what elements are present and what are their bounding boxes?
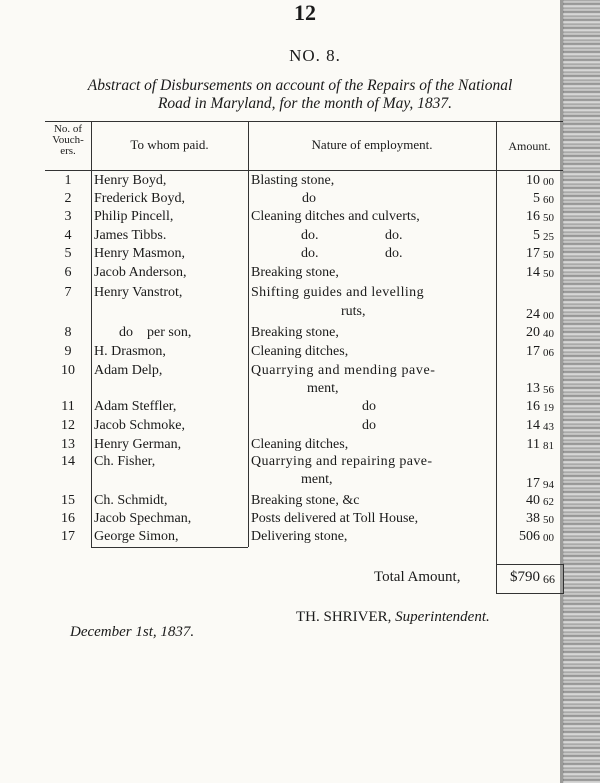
table-row: 8 do per son, Breaking stone, 20 40 (64, 325, 554, 340)
table-row: 12 Jacob Schmoke, do 14 43 (61, 418, 554, 433)
table-row: 1 Henry Boyd, Blasting stone, 10 00 (64, 173, 554, 188)
table-row: 11 Adam Steffler, do 16 19 (61, 399, 554, 414)
table-row: 14 Ch. Fisher, Quarrying and repairing pave- (61, 454, 433, 469)
table-row: 9 H. Drasmon, Cleaning ditches, 17 06 (64, 344, 554, 359)
signer-name: TH. SHRIVER, (296, 609, 392, 625)
total-cents: 66 (543, 572, 555, 586)
signature-line (296, 609, 490, 626)
table-row: 4 James Tibbs. do. do. 5 25 (64, 228, 554, 243)
header-bottom-rule (45, 170, 563, 171)
table-row-amount: 17 94 (526, 476, 554, 491)
document-title-line-2: Road in Maryland, for the month of May, 1837. (157, 95, 453, 112)
last-row-rule (91, 547, 248, 548)
table-top-rule (45, 121, 563, 122)
document-date: December 1st, 1837. (70, 624, 195, 640)
table-row: 7 Henry Vanstrot, Shifting guides and levelling (64, 285, 424, 300)
table-row: 17 George Simon, Delivering stone, 506 00 (61, 529, 554, 544)
table-row: 3 Philip Pincell, Cleaning ditches and culverts, 16 50 (64, 209, 554, 224)
table-row-amount: 13 56 (526, 381, 554, 396)
table-row: 2 Frederick Boyd, do 5 60 (64, 191, 554, 206)
header-voucher-no: No. of Vouch- ers. (52, 123, 84, 157)
header-nature: Nature of employment. (311, 137, 433, 152)
table-row: 5 Henry Masmon, do. do. 17 50 (64, 246, 554, 261)
table-row: 6 Jacob Anderson, Breaking stone, 14 50 (64, 265, 554, 280)
table-row-continuation: ment, (307, 381, 339, 396)
header-amount: Amount. (508, 139, 551, 153)
table-row: 16 Jacob Spechman, Posts delivered at Toll House, 38 50 (61, 511, 554, 526)
page-number: 12 (294, 0, 316, 25)
table-row-continuation: ruts, (341, 304, 366, 319)
table-row: 13 Henry German, Cleaning ditches, 11 81 (61, 437, 554, 452)
signer-role: Superintendent. (395, 609, 490, 625)
table-row: 10 Adam Delp, Quarrying and mending pave- (61, 363, 436, 378)
document-title-line-1: Abstract of Disbursements on account of the Repairs of the National (87, 77, 513, 94)
total-label: Total Amount, (374, 569, 461, 585)
header-paid-to: To whom paid. (130, 137, 209, 152)
document-number: NO. 8. (289, 46, 341, 65)
table-row-amount: 24 00 (526, 307, 554, 322)
table-row: 15 Ch. Schmidt, Breaking stone, &c 40 62 (61, 493, 554, 508)
total-dollars: $790 (510, 569, 540, 585)
table-row-continuation: ment, (301, 472, 333, 487)
